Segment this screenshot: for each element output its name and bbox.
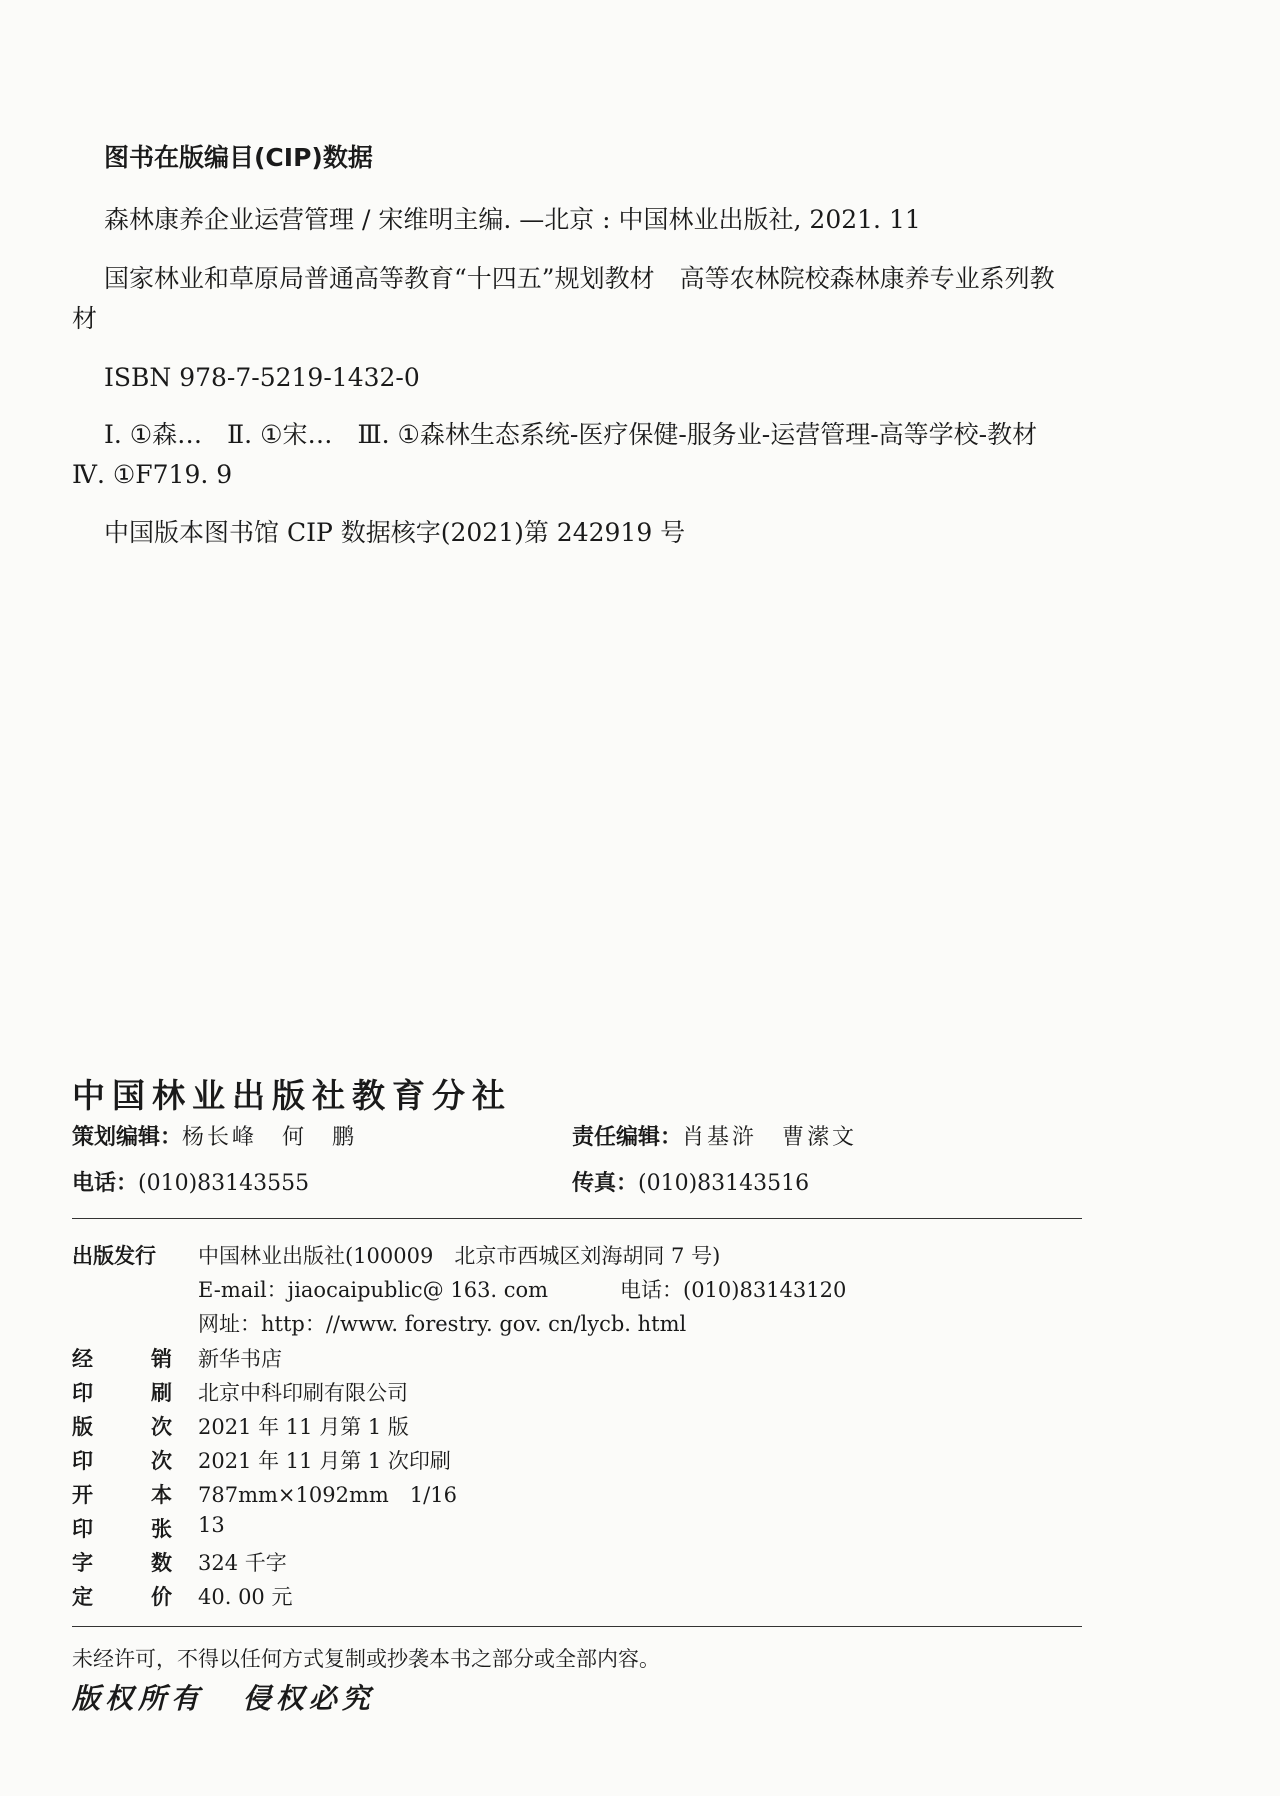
info-key-a: 经 — [72, 1347, 93, 1371]
divider-top — [72, 1218, 1082, 1219]
info-value: 新华书店 — [198, 1347, 282, 1371]
info-key-a: 印 — [72, 1449, 93, 1473]
cip-heading: 图书在版编目(CIP)数据 — [104, 143, 373, 172]
info-value: 13 — [198, 1513, 225, 1537]
fax-label: 传真： — [572, 1171, 639, 1196]
website-value: 网址：http：//www. forestry. gov. cn/lycb. html — [198, 1312, 687, 1336]
cip-subject-line: Ⅰ. ①森… Ⅱ. ①宋… Ⅲ. ①森林生态系统-医疗保健-服务业-运营管理-高等学校-教材 Ⅳ. ①F719. 9 — [72, 420, 1063, 489]
phone-label: 电话： — [72, 1171, 139, 1196]
responsible-editor — [572, 1120, 857, 1151]
info-key-a: 开 — [72, 1483, 93, 1507]
info-key-a: 印 — [72, 1381, 93, 1405]
info-key-a: 印 — [72, 1517, 93, 1541]
cip-title-line: 森林康养企业运营管理 / 宋维明主编. —北京 : 中国林业出版社, 2021. 11 — [104, 205, 921, 234]
publisher-name: 中国林业出版社教育分社 — [72, 1076, 512, 1115]
info-value: 北京中科印刷有限公司 — [198, 1381, 408, 1405]
cip-isbn: ISBN 978-7-5219-1432-0 — [104, 363, 420, 392]
responsible-editor-value: 肖基浒 曹潆文 — [682, 1125, 858, 1150]
cip-record-line: 中国版本图书馆 CIP 数据核字(2021)第 242919 号 — [104, 518, 686, 547]
info-key-b: 销 — [151, 1347, 172, 1371]
phone-value: (010)83143555 — [138, 1171, 310, 1196]
info-value: 324 千字 — [198, 1551, 287, 1575]
info-value: 787mm×1092mm 1/16 — [198, 1483, 457, 1507]
info-key-a: 定 — [72, 1585, 93, 1609]
info-key-b: 本 — [151, 1483, 172, 1507]
cip-series-line: 国家林业和草原局普通高等教育“十四五”规划教材 高等农林院校森林康养专业系列教材 — [72, 264, 1055, 333]
info-key-b: 价 — [151, 1585, 172, 1609]
info-value: 2021 年 11 月第 1 次印刷 — [198, 1449, 451, 1473]
info-key-b: 次 — [151, 1415, 172, 1439]
planning-editor — [72, 1120, 357, 1151]
email-value: E-mail：jiaocaipublic@ 163. com — [198, 1278, 549, 1302]
planning-editor-value: 杨长峰 何 鹏 — [182, 1125, 358, 1150]
fax-value: (010)83143516 — [638, 1171, 810, 1196]
info-key-b: 次 — [151, 1449, 172, 1473]
publish-value: 中国林业出版社(100009 北京市西城区刘海胡同 7 号) — [198, 1244, 721, 1268]
info-key-a: 字 — [72, 1551, 93, 1575]
info-key-b: 数 — [151, 1551, 172, 1575]
divider-bottom — [72, 1626, 1082, 1627]
rights-reserved: 版权所有 侵权必究 — [72, 1682, 375, 1715]
responsible-editor-label: 责任编辑： — [572, 1125, 683, 1150]
info-key-b: 张 — [151, 1517, 172, 1541]
copy-notice: 未经许可，不得以任何方式复制或抄袭本书之部分或全部内容。 — [72, 1647, 660, 1671]
publisher-fax — [572, 1166, 809, 1197]
planning-editor-label: 策划编辑： — [72, 1125, 183, 1150]
info-value: 2021 年 11 月第 1 版 — [198, 1415, 409, 1439]
phone2-value: 电话：(010)83143120 — [620, 1278, 847, 1302]
info-key-a: 版 — [72, 1415, 93, 1439]
info-key-b: 刷 — [151, 1381, 172, 1405]
info-value: 40. 00 元 — [198, 1585, 293, 1609]
publisher-phone — [72, 1166, 309, 1197]
publish-label: 出版发行 — [72, 1244, 156, 1268]
